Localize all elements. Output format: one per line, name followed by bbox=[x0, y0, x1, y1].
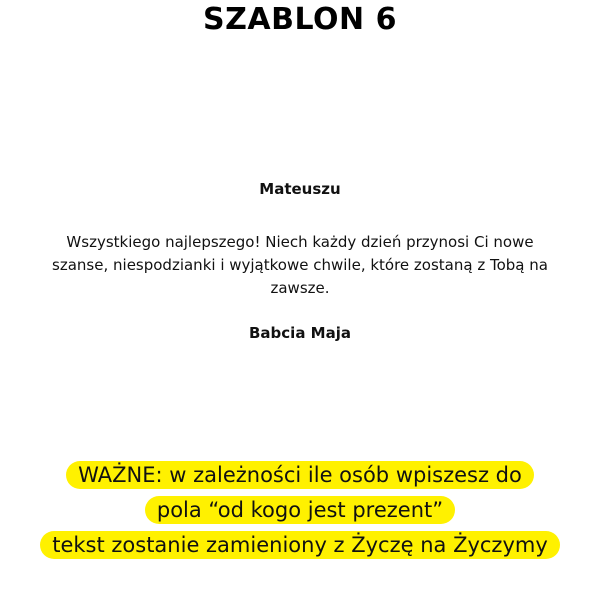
notice-line-text: tekst zostanie zamieniony z Życzę na Życzymy bbox=[40, 531, 560, 559]
page-title: SZABLON 6 bbox=[203, 2, 397, 37]
important-notice bbox=[0, 458, 600, 563]
notice-line-text: pola “od kogo jest prezent” bbox=[145, 496, 455, 524]
recipient-name: Mateuszu bbox=[259, 180, 341, 198]
notice-line bbox=[0, 528, 600, 563]
sender-name: Babcia Maja bbox=[249, 324, 351, 342]
greeting-message: Wszystkiego najlepszego! Niech każdy dzień przynosi Ci nowe szanse, niespodzianki i wyjątkowe chwile, które zostaną z Tobą na zawsze. bbox=[52, 233, 548, 297]
notice-line-text: WAŻNE: w zależności ile osób wpiszesz do bbox=[66, 461, 534, 489]
notice-line bbox=[0, 458, 600, 493]
notice-line bbox=[0, 493, 600, 528]
greeting-card bbox=[40, 178, 560, 345]
